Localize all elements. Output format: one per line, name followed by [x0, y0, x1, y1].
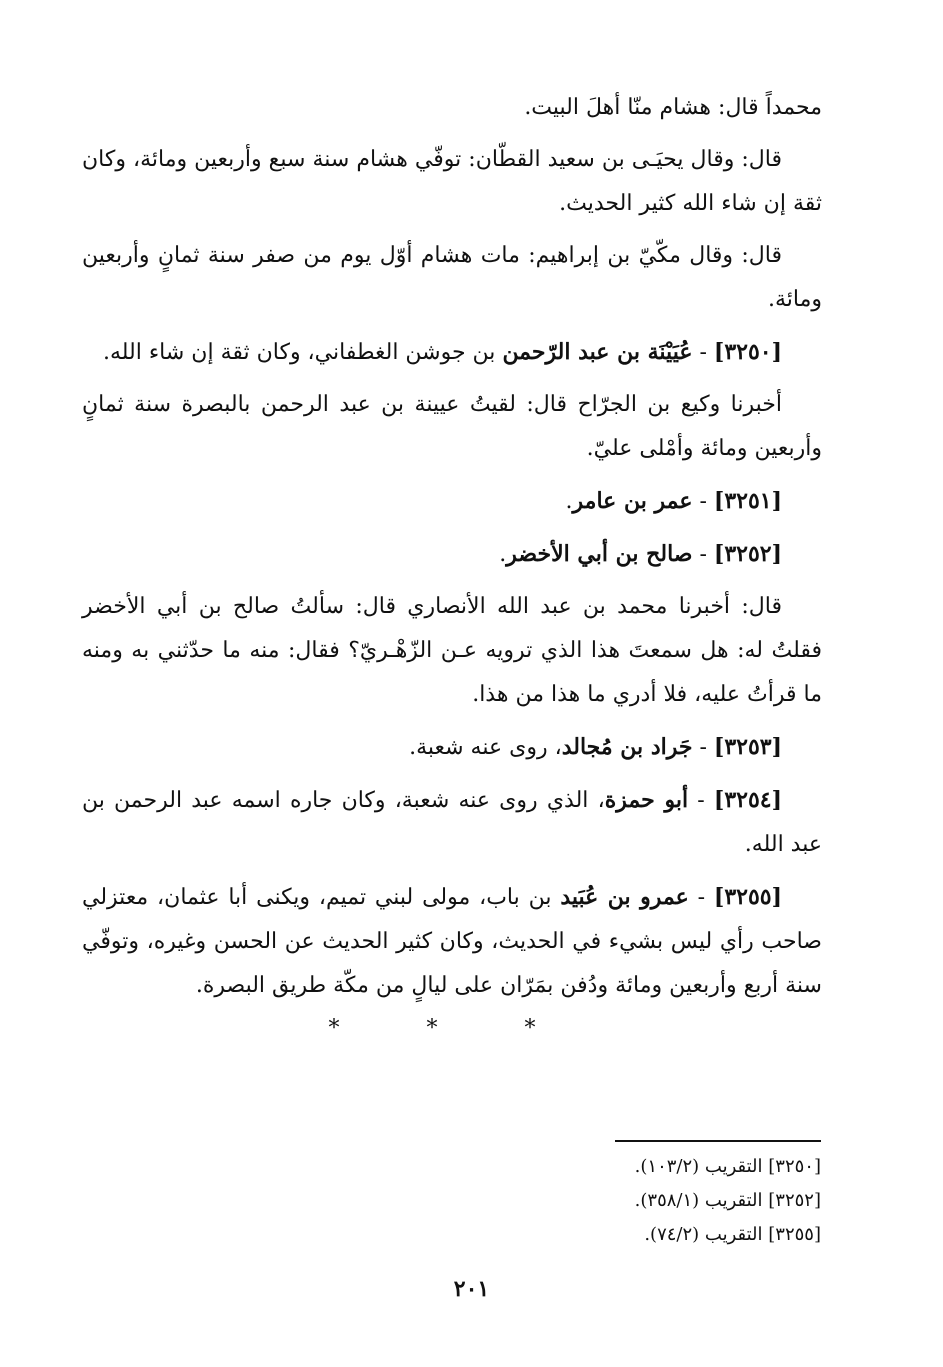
entry-dash: - [692, 735, 714, 760]
page-body [82, 86, 822, 1041]
entry-3252 [82, 532, 822, 577]
footnote: [٣٢٥٥] التقريب (٧٤/٢). [644, 1224, 821, 1245]
footnotes [421, 1150, 821, 1252]
entry-text: ، روى عنه شعبة. [409, 735, 562, 760]
entry-number: [٣٢٥١] [713, 488, 782, 514]
entry-name: أبو حمزة [604, 787, 689, 813]
entry-3254 [82, 778, 822, 867]
footnote: [٣٢٥٢] التقريب (٣٥٨/١). [634, 1190, 821, 1211]
entry-dash: - [692, 542, 714, 567]
entry-3250 [82, 330, 822, 375]
entry-name: عمر بن عامر [572, 488, 693, 514]
footnote: [٣٢٥٠] التقريب (١٠٣/٢). [634, 1156, 821, 1177]
entry-number: [٣٢٥٥] [713, 884, 782, 910]
entry-name: صالح بن أبي الأخضر [506, 541, 693, 567]
entry-number: [٣٢٥٠] [713, 339, 782, 365]
entry-text: ، الذي روى عنه شعبة، وكان جاره اسمه عبد الرحمن بن عبد الله. [82, 788, 822, 857]
entry-dash: - [688, 788, 714, 813]
entry-3253 [82, 725, 822, 770]
entry-3251 [82, 479, 822, 524]
footnote-divider [615, 1140, 821, 1142]
entry-dash: - [692, 489, 714, 514]
entry-text: بن جوشن الغطفاني، وكان ثقة إن شاء الله. [102, 340, 503, 365]
paragraph: قال: وقال يحيَـى بن سعيد القطّان: توفّي هشام سنة سبع وأربعين ومائة، وكان ثقة إن شاء الله كثير الحديث. [82, 147, 822, 216]
entry-name: عمرو بن عُبَيد [560, 884, 689, 910]
entry-text: . [499, 542, 507, 567]
entry-number: [٣٢٥٢] [713, 541, 782, 567]
paragraph: محمداً قال: هشام منّا أهلَ البيت. [524, 95, 822, 120]
entry-number: [٣٢٥٣] [713, 734, 782, 760]
entry-name: جَراد بن مُجالد [561, 734, 693, 760]
paragraph: قال: أخبرنا محمد بن عبد الله الأنصاري قال: سألتُ صالح بن أبي الأخضر فقلتُ له: هل سمعتَ هذا الذي ترويه عـن الزّهْـريّ؟ فقال: منه ما حدّثني به ومنه ما قرأتُ عليه، فلا أدري ما هذا من هذا. [82, 594, 822, 707]
entry-dash: - [692, 340, 714, 365]
entry-text: . [565, 489, 573, 514]
section-separator-stars: * * * [328, 1016, 576, 1041]
entry-3255 [82, 875, 822, 1008]
entry-dash: - [688, 885, 714, 910]
entry-name: عُيَيْنَة بن عبد الرّحمن [502, 339, 693, 365]
entry-text: بن باب، مولى لبني تميم، ويكنى أبا عثمان، معتزلي صاحب رأي ليس بشيء في الحديث، وكان كثير الحديث عن الحسن وغيره، وتوفّي سنة أربع وأربعين ومائة ودُفن بمَرّان على ليالٍ من مكّة طريق البصرة. [82, 885, 822, 998]
page-number: ٢٠١ [453, 1276, 490, 1302]
paragraph: قال: وقال مكّيّ بن إبراهيم: مات هشام أوّل يوم من صفر سنة ثمانٍ وأربعين ومائة. [82, 243, 822, 312]
entry-number: [٣٢٥٤] [713, 787, 782, 813]
paragraph: أخبرنا وكيع بن الجرّاح قال: لقيتُ عيينة بن عبد الرحمن بالبصرة سنة ثمانٍ وأربعين ومائة وأمْلى عليّ. [82, 392, 822, 461]
